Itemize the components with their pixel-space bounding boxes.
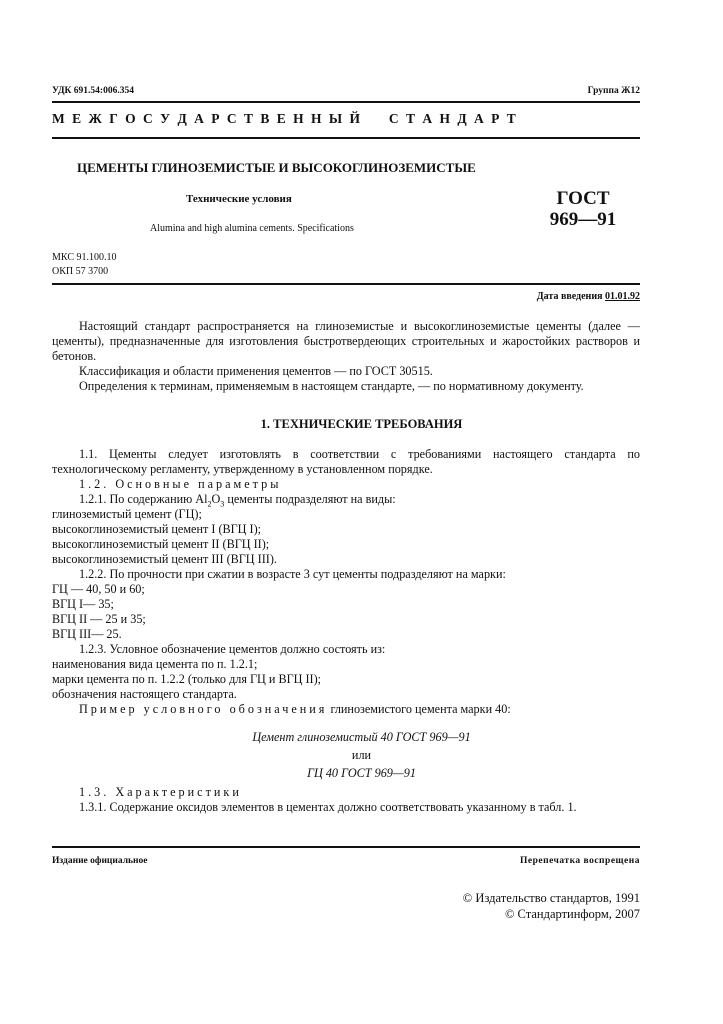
clause-1-3 (79, 785, 242, 800)
grade-2: ВГЦ I— 35; (52, 597, 114, 611)
gost-label: ГОСТ (556, 188, 610, 209)
cement-type-2: высокоглиноземистый цемент I (ВГЦ I); (52, 522, 262, 536)
example-or: или (351, 748, 372, 762)
sub-2: 2 (207, 499, 212, 509)
section-heading: 1. ТЕХНИЧЕСКИЕ ТРЕБОВАНИЯ (260, 417, 463, 431)
header-rule-bottom (52, 137, 640, 139)
group-code: Группа Ж12 (587, 86, 640, 96)
designation-1: наименования вида цемента по п. 1.2.1; (52, 657, 258, 671)
designation-2: марки цемента по п. 1.2.2 (только для ГЦ и ВГЦ II); (52, 672, 322, 686)
classification-codes (52, 251, 116, 279)
clause-1-2 (79, 477, 281, 492)
gost-number: 969—91 (549, 209, 617, 230)
intro-paragraph-3: Определения к терминам, применяемым в настоящем стандарте, — по нормативному документу. (79, 379, 584, 393)
clause-1-3-1: 1.3.1. Содержание оксидов элементов в цементах должно соответствовать указанному в табл. 1. (79, 800, 577, 814)
reprint-prohibited: Перепечатка воспрещена (519, 856, 640, 866)
gost-block (548, 188, 618, 230)
example-spaced: Пример условного обозначения (79, 702, 328, 716)
intro-date-label: Дата введения (536, 291, 603, 302)
english-title: Alumina and high alumina cements. Specifications (150, 223, 354, 234)
cement-type-4: высокоглиноземистый цемент III (ВГЦ III). (52, 552, 277, 566)
clause-1-2-1-pre: 1.2.1. По содержанию Al (79, 492, 208, 506)
clause-1-3-text: 1.3. Характеристики (79, 785, 242, 799)
okp-code: ОКП 57 3700 (52, 266, 109, 277)
clause-1-2-2: 1.2.2. По прочности при сжатии в возрасте 3 сут цементы подразделяют на марки: (79, 567, 506, 581)
udk-code: УДК 691.54:006.354 (52, 86, 134, 96)
grade-1: ГЦ — 40, 50 и 60; (52, 582, 145, 596)
designation-3: обозначения настоящего стандарта. (52, 687, 237, 701)
grade-4: ВГЦ III— 25. (52, 627, 122, 641)
mks-code: МКС 91.100.10 (52, 252, 117, 263)
example-designation-1: Цемент глиноземистый 40 ГОСТ 969—91 (252, 730, 471, 744)
clause-1-1: 1.1. Цементы следует изготовлять в соответствии с требованиями настоящего стандарта по технологическому регламенту, утвержденному в установленном порядке. (52, 447, 640, 477)
intro-date (537, 291, 640, 302)
intro-date-value: 01.01.92 (605, 291, 640, 302)
copyright-block (463, 890, 640, 922)
copyright-1: © Издательство стандартов, 1991 (462, 891, 640, 905)
footer-rule (52, 846, 640, 848)
clause-1-2-1-o: O (211, 492, 221, 506)
sub-3: 3 (220, 499, 225, 509)
header-rule-top (52, 101, 640, 103)
grade-3: ВГЦ II — 25 и 35; (52, 612, 146, 626)
intro-paragraph-1: Настоящий стандарт распространяется на глиноземистые и высокоглиноземистые цементы (далее — цементы), предназначенные для изготовления быстротвердеющих строительных и жаростойких растворов и бетонов. (52, 319, 640, 364)
example-designation-2: ГЦ 40 ГОСТ 969—91 (307, 766, 416, 780)
example-rest: глиноземистого цемента марки 40: (327, 702, 511, 716)
cement-type-3: высокоглиноземистый цемент II (ВГЦ II); (52, 537, 270, 551)
document-subtitle: Технические условия (186, 193, 292, 205)
copyright-2: © Стандартинформ, 2007 (504, 907, 640, 921)
cement-type-1: глиноземистый цемент (ГЦ); (52, 507, 202, 521)
example-intro (79, 702, 511, 717)
clause-1-2-3: 1.2.3. Условное обозначение цементов должно состоять из: (79, 642, 386, 656)
intro-paragraph-2: Классификация и области применения цементов — по ГОСТ 30515. (79, 364, 433, 378)
clause-1-2-1 (79, 492, 396, 508)
clause-1-2-text: 1.2. Основные параметры (79, 477, 282, 491)
standard-type: М Е Ж Г О С У Д А Р С Т В Е Н Н Ы Й С Т А Н Д А Р Т (52, 111, 518, 126)
codes-rule (52, 283, 640, 285)
official-edition: Издание официальное (52, 856, 148, 866)
clause-1-2-1-post: цементы подразделяют на виды: (224, 492, 396, 506)
document-title: ЦЕМЕНТЫ ГЛИНОЗЕМИСТЫЕ И ВЫСОКОГЛИНОЗЕМИСТЫЕ (77, 160, 476, 175)
